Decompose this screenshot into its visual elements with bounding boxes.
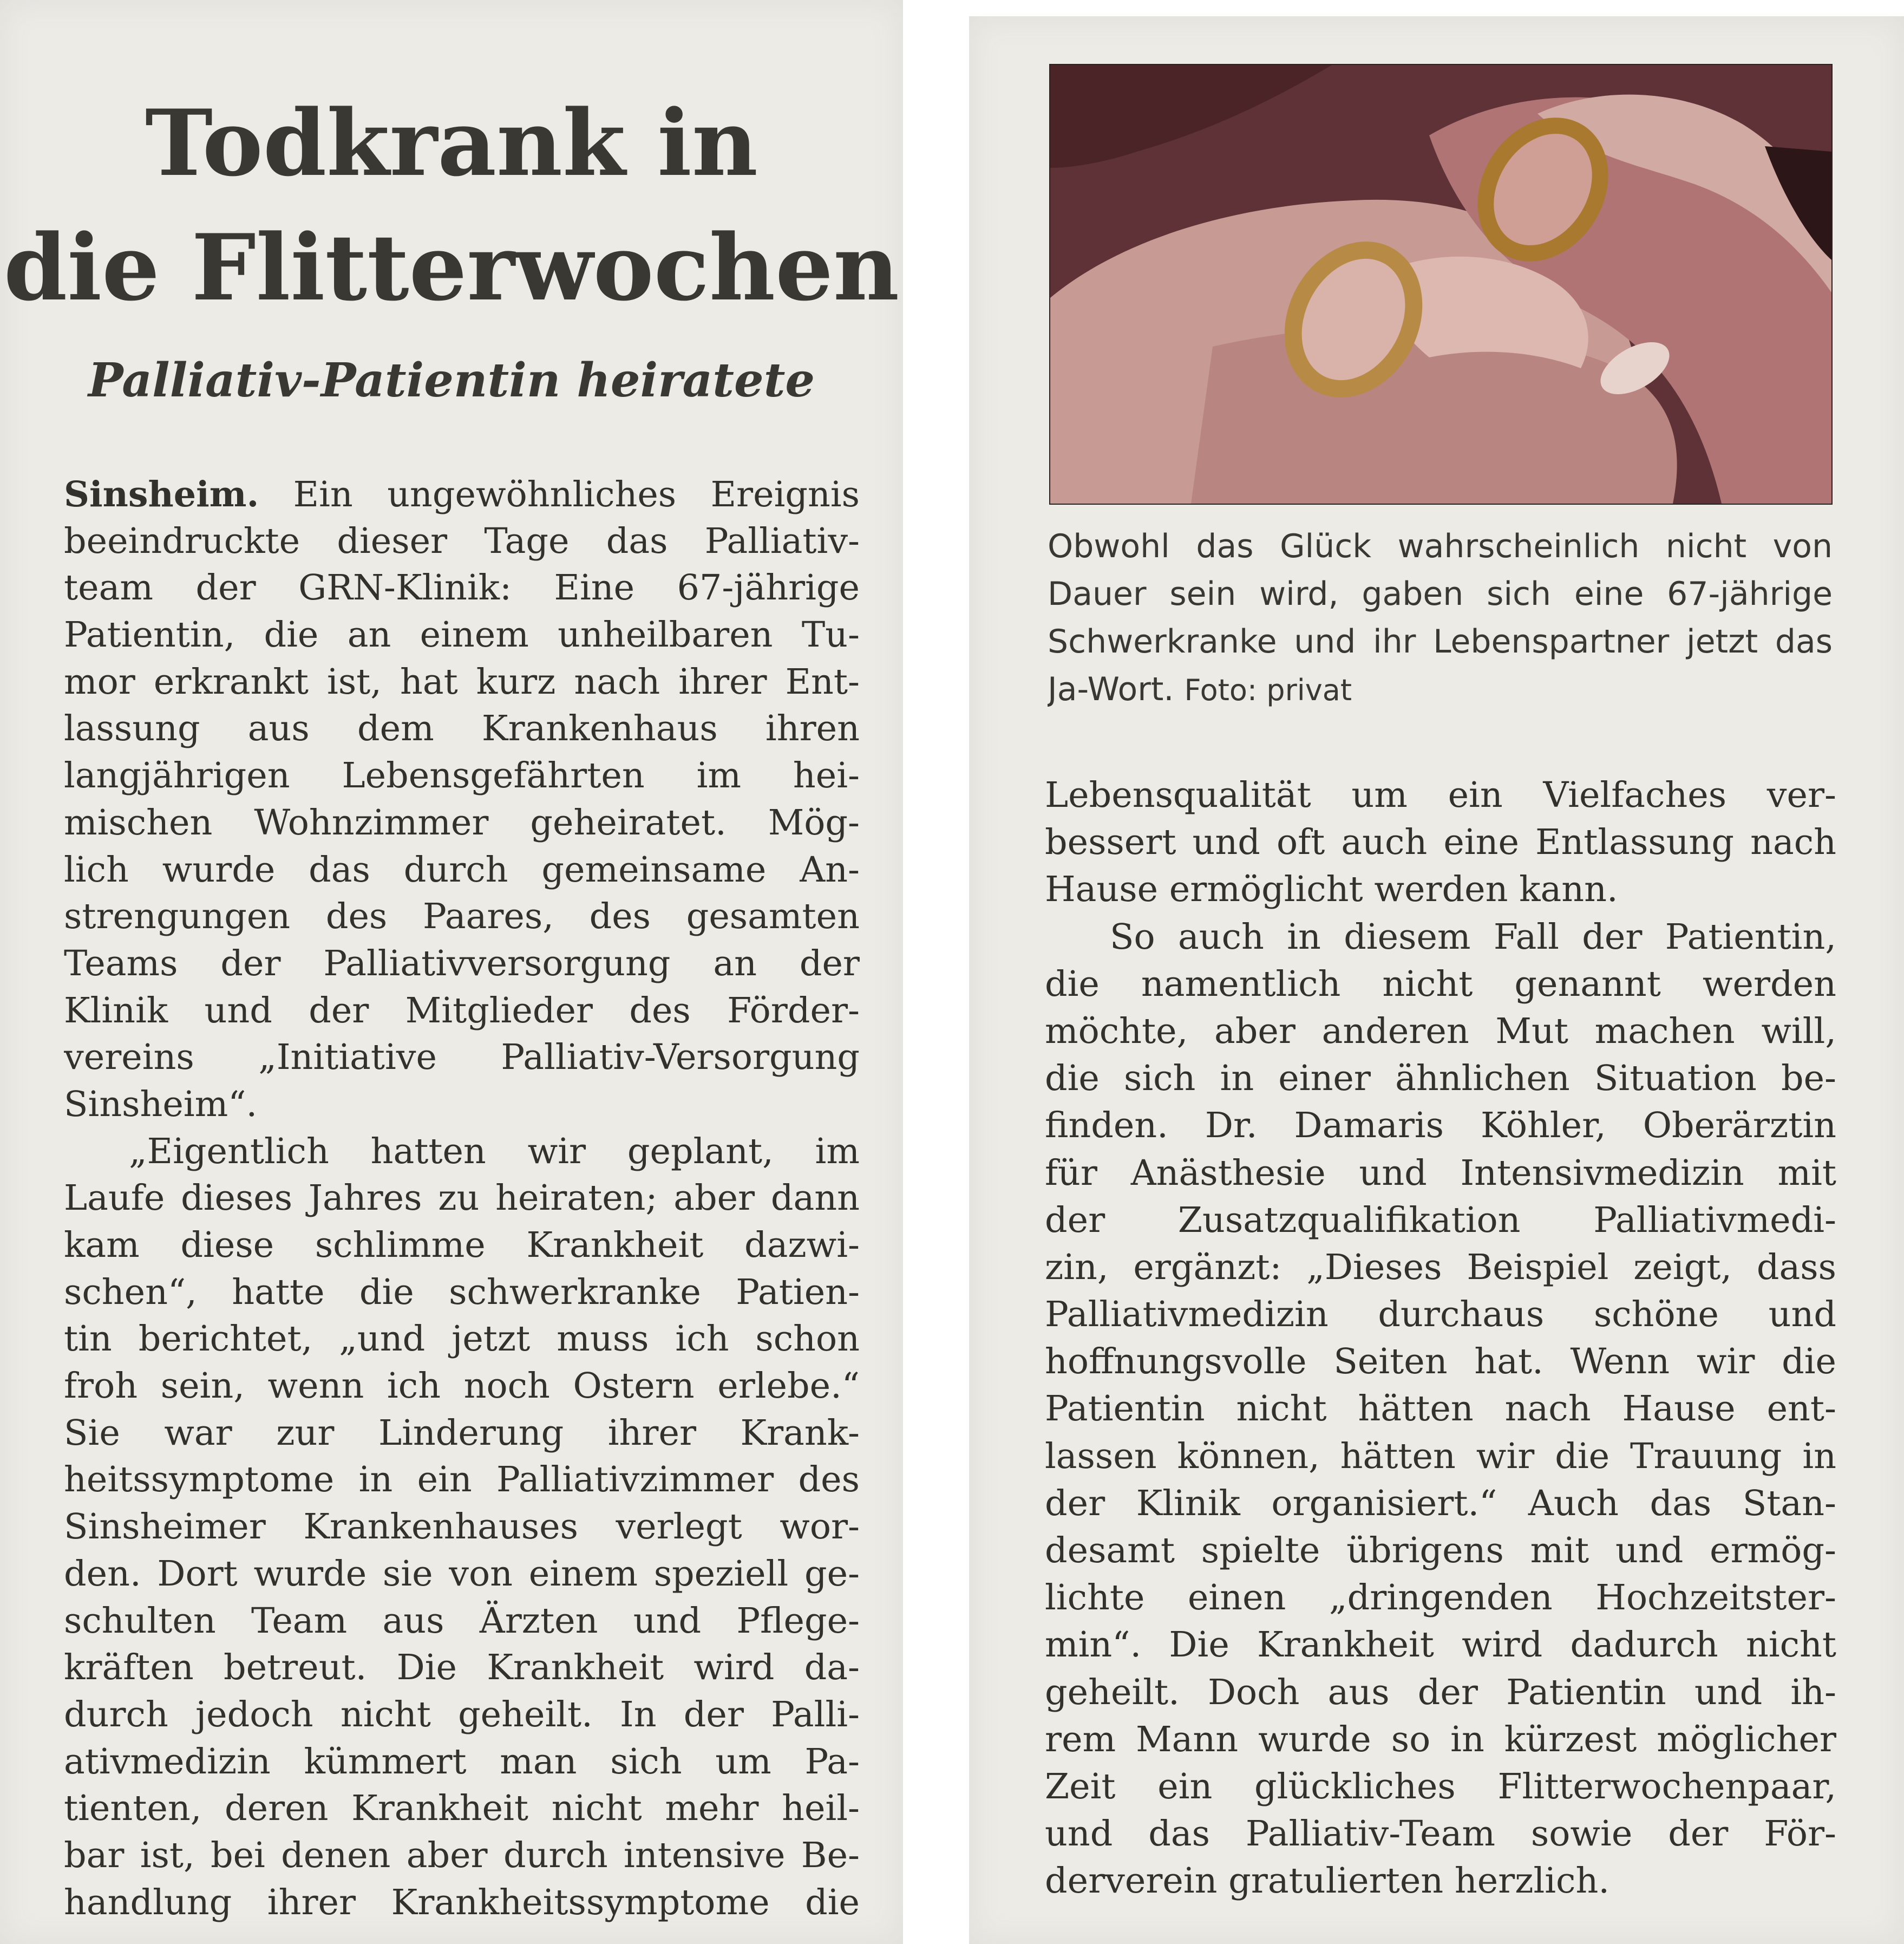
- photo-caption: [1048, 523, 1833, 713]
- article-line: Teams der Palliativversorgung an der: [64, 943, 860, 984]
- article-line: geheilt. Doch aus der Patientin und ih-: [1045, 1672, 1836, 1713]
- article-line: Laufe dieses Jahres zu heiraten; aber dann: [64, 1178, 860, 1219]
- article-line: Sinsheimer Krankenhauses verlegt wor-: [64, 1506, 860, 1548]
- caption-line: [1048, 666, 1833, 713]
- article-line: kam diese schlimme Krankheit dazwi-: [64, 1225, 860, 1265]
- article-line: beeindruckte dieser Tage das Palliativ-: [64, 520, 860, 562]
- hands-illustration: [1050, 65, 1831, 504]
- article-line: Palliativmedizin durchaus schöne und: [1045, 1294, 1836, 1335]
- article-line: tin berichtet, „und jetzt muss ich schon: [64, 1319, 860, 1360]
- article-line: hoffnungsvolle Seiten hat. Wenn wir die: [1045, 1341, 1836, 1382]
- article-line: derverein gratulierten herzlich.: [1045, 1861, 1609, 1902]
- article-line: desamt spielte übrigens mit und ermög-: [1045, 1530, 1836, 1571]
- article-line: und das Palliativ-Team sowie der För-: [1045, 1813, 1836, 1855]
- article-line: rem Mann wurde so in kürzest möglicher: [1045, 1719, 1836, 1760]
- article-line: Patientin nicht hätten nach Hause ent-: [1045, 1388, 1836, 1430]
- article-line: vereins „Initiative Palliativ-Versorgung: [64, 1037, 860, 1078]
- article-line: lichte einen „dringenden Hochzeitster-: [1045, 1577, 1836, 1619]
- headline-line-1: Todkrank in: [145, 89, 758, 197]
- article-line: mischen Wohnzimmer geheiratet. Mög-: [64, 802, 860, 843]
- subheadline: Palliativ-Patientin heiratete: [88, 353, 815, 408]
- article-line: froh sein, wenn ich noch Ostern erlebe.“: [64, 1366, 860, 1407]
- caption-line: Schwerkranke und ihr Lebenspartner jetzt das: [1048, 623, 1833, 661]
- article-line: Zeit ein glückliches Flitterwochenpaar,: [1045, 1766, 1836, 1807]
- article-line: bar ist, bei denen aber durch intensive Be-: [64, 1835, 860, 1876]
- article-line: die sich in einer ähnlichen Situation be-: [1045, 1058, 1836, 1099]
- article-line: Lebensqualität um ein Vielfaches ver-: [1045, 775, 1836, 816]
- article-line: tienten, deren Krankheit nicht mehr heil-: [64, 1788, 860, 1829]
- article-line: handlung ihrer Krankheitssymptome die: [64, 1882, 860, 1923]
- article-line: die namentlich nicht genannt werden: [1045, 963, 1836, 1004]
- article-line: Sinsheim. Ein ungewöhnliches Ereignis: [64, 474, 860, 515]
- article-line: durch jedoch nicht geheilt. In der Palli-: [64, 1694, 860, 1735]
- caption-line: Dauer sein wird, gaben sich eine 67-jährige: [1048, 575, 1833, 613]
- wedding-rings-photo: [1049, 64, 1833, 505]
- caption-line: Obwohl das Glück wahrscheinlich nicht von: [1048, 527, 1833, 565]
- article-line: Klinik und der Mitglieder des Förder-: [64, 990, 860, 1031]
- article-line: zin, ergänzt: „Dieses Beispiel zeigt, dass: [1045, 1247, 1836, 1288]
- article-line: „Eigentlich hatten wir geplant, im: [129, 1131, 860, 1172]
- article-line: So auch in diesem Fall der Patientin,: [1110, 916, 1836, 957]
- article-line: finden. Dr. Damaris Köhler, Oberärztin: [1045, 1105, 1836, 1146]
- article-line: ativmedizin kümmert man sich um Pa-: [64, 1741, 860, 1782]
- article-column-left: [64, 471, 860, 1926]
- article-line: der Zusatzqualifikation Palliativmedi-: [1045, 1199, 1836, 1241]
- article-line: schen“, hatte die schwerkranke Patien-: [64, 1271, 860, 1313]
- photo-credit: Foto: privat: [1184, 673, 1352, 707]
- article-line: den. Dort wurde sie von einem speziell ge-: [64, 1553, 860, 1594]
- article-line: schulten Team aus Ärzten und Pflege-: [64, 1600, 860, 1641]
- article-line: Patientin, die an einem unheilbaren Tu-: [64, 615, 860, 656]
- article-line: für Anästhesie und Intensivmedizin mit: [1045, 1152, 1836, 1193]
- article-line: Sinsheim“.: [64, 1084, 258, 1125]
- article-line: der Klinik organisiert.“ Auch das Stan-: [1045, 1483, 1836, 1524]
- article-line: lich wurde das durch gemeinsame An-: [64, 849, 860, 890]
- article-line: kräften betreut. Die Krankheit wird da-: [64, 1647, 860, 1688]
- article-line: min“. Die Krankheit wird dadurch nicht: [1045, 1625, 1836, 1666]
- article-line: mor erkrankt ist, hat kurz nach ihrer Ent-: [64, 661, 860, 702]
- article-line: bessert und oft auch eine Entlassung nach: [1045, 822, 1836, 863]
- dateline: Sinsheim.: [64, 474, 259, 515]
- article-line: möchte, aber anderen Mut machen will,: [1045, 1010, 1836, 1052]
- article-line: Hause ermöglicht werden kann.: [1045, 869, 1618, 910]
- article-line: strengungen des Paares, des gesamten: [64, 896, 860, 937]
- article-line: lassung aus dem Krankenhaus ihren: [64, 708, 860, 749]
- article-line: Sie war zur Linderung ihrer Krank-: [64, 1412, 860, 1453]
- caption-last-line: Ja-Wort.: [1048, 670, 1174, 708]
- article-line: langjährigen Lebensgefährten im hei-: [64, 755, 860, 797]
- article-line: heitssymptome in ein Palliativzimmer des: [64, 1459, 860, 1501]
- article-line: lassen können, hätten wir die Trauung in: [1045, 1436, 1836, 1477]
- headline-line-2: die Flitterwochen: [3, 214, 900, 321]
- article-column-right: [1045, 772, 1836, 1905]
- article-line: team der GRN-Klinik: Eine 67-jährige: [64, 567, 860, 609]
